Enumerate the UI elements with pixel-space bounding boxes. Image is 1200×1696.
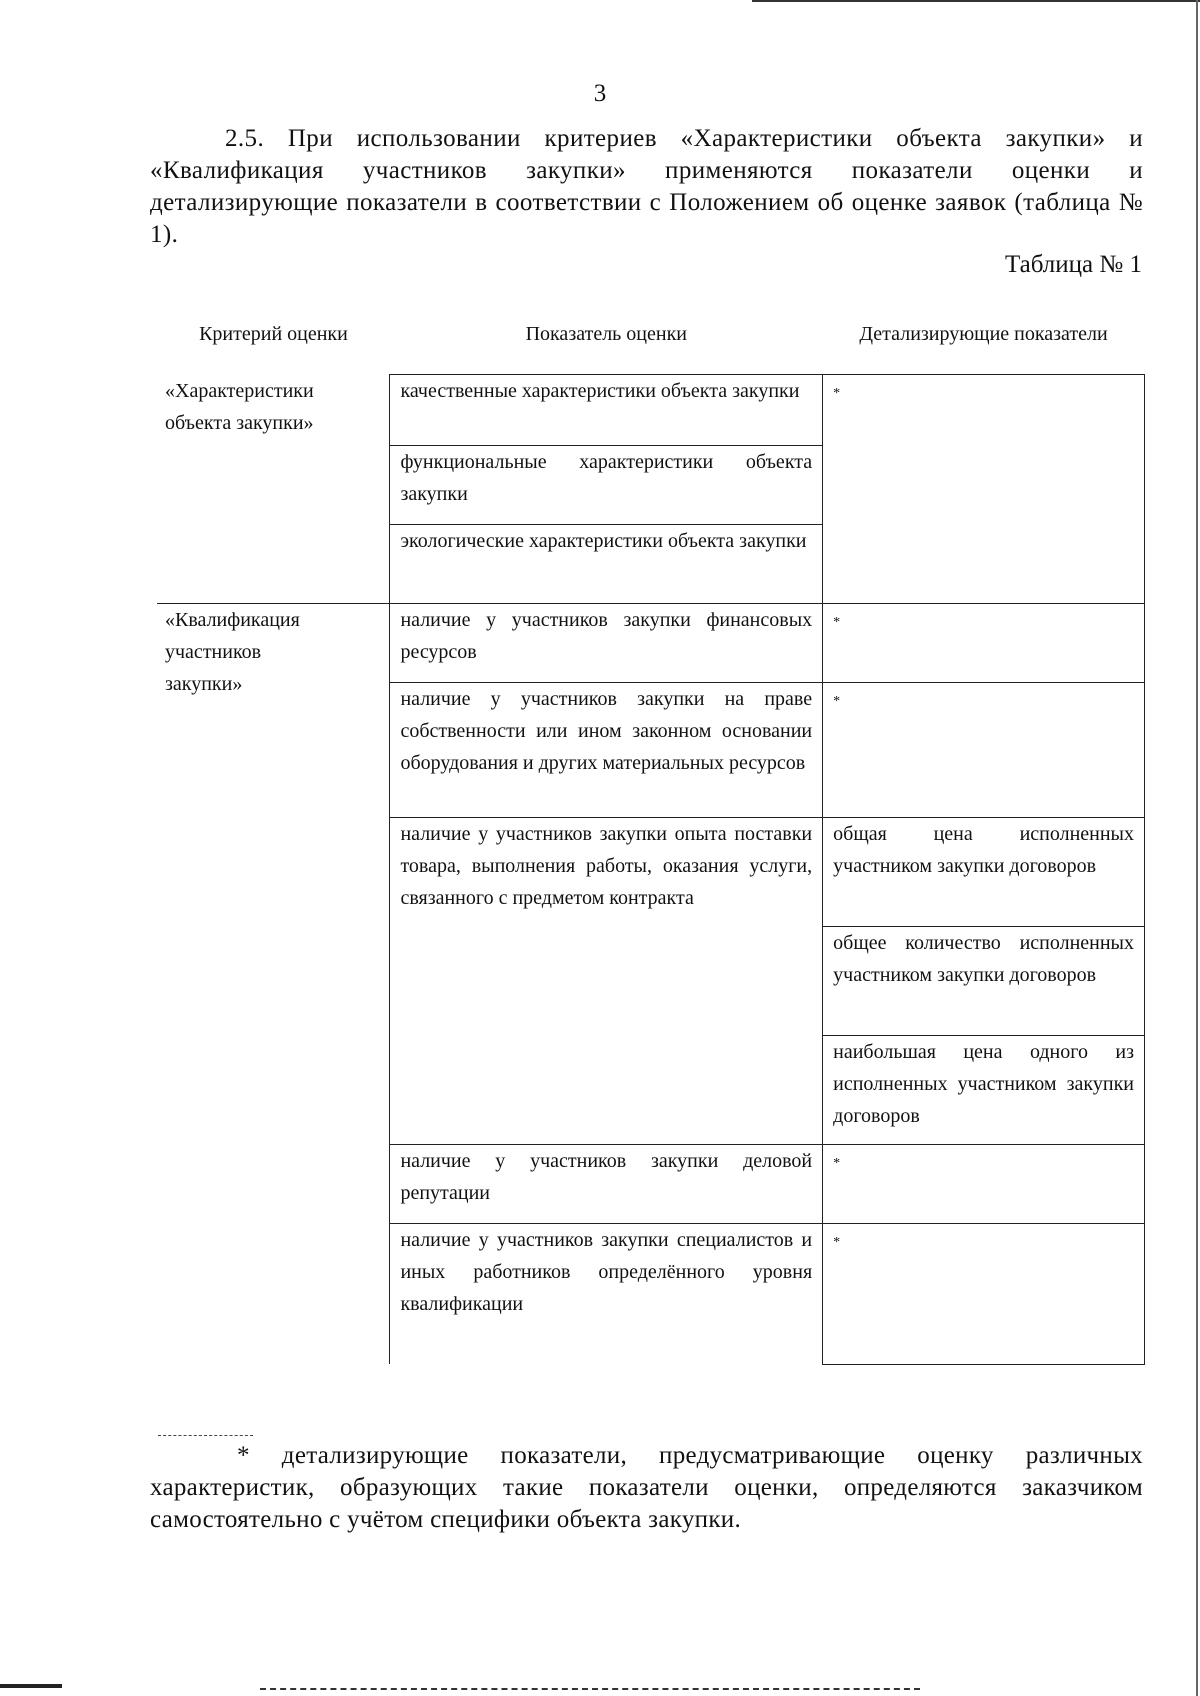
details-cell xyxy=(823,1224,1145,1365)
details-text: наибольшая цена одного из исполненных участником закупки договоров xyxy=(833,1041,1134,1127)
details-text: общее количество исполненных участником закупки договоров xyxy=(833,932,1134,986)
indicator-text: качественные характеристики объекта закупки xyxy=(400,380,800,402)
table-caption: Таблица № 1 xyxy=(1004,251,1142,278)
body-paragraph: 2.5. При использовании критериев «Характеристики объекта закупки» и «Квалификация участников закупки» применяются показатели оценки и детализирующие показатели в соответствии с Положением об оценке заявок (таблица № 1). xyxy=(150,125,1143,248)
scan-corner-mark xyxy=(0,1684,62,1688)
table-row xyxy=(157,375,1145,446)
criterion-label: «Характеристики объекта закупки» xyxy=(165,379,314,434)
details-asterisk: * xyxy=(833,694,841,709)
indicator-text: наличие у участников закупки на праве собственности или ином законном основании оборудования и других материальных ресурсов xyxy=(400,688,813,774)
indicator-text: наличие у участников закупки опыта поставки товара, выполнения работы, оказания услуги, связанного с предметом контракта xyxy=(400,823,813,909)
header-details: Детализирующие показатели xyxy=(823,312,1145,375)
indicator-text: экологические характеристики объекта закупки xyxy=(400,530,807,552)
indicator-text: наличие у участников закупки финансовых ресурсов xyxy=(400,609,813,663)
details-asterisk: * xyxy=(833,1156,841,1171)
criterion-label: «Квалификация участников закупки» xyxy=(165,609,300,695)
header-criterion: Критерий оценки xyxy=(199,323,348,345)
details-asterisk: * xyxy=(833,386,841,401)
indicator-text: наличие у участников закупки деловой репутации xyxy=(400,1150,813,1204)
details-asterisk: * xyxy=(833,1235,841,1250)
details-asterisk: * xyxy=(833,615,841,630)
indicator-cell xyxy=(390,446,823,525)
page-number: 3 xyxy=(593,80,607,107)
header-indicator: Показатель оценки xyxy=(390,312,823,375)
indicator-cell xyxy=(390,525,823,604)
indicator-cell xyxy=(390,1224,823,1365)
details-cell xyxy=(823,818,1145,927)
details-cell xyxy=(823,375,1145,604)
indicator-text: функциональные характеристики объекта закупки xyxy=(400,451,813,505)
details-cell xyxy=(823,604,1145,683)
criteria-table xyxy=(157,312,1145,1365)
details-cell xyxy=(823,683,1145,818)
indicator-cell xyxy=(390,604,823,683)
details-cell xyxy=(823,1145,1145,1224)
scan-edge-bottom xyxy=(260,1688,920,1690)
criterion-cell xyxy=(157,604,390,1365)
indicator-text: наличие у участников закупки специалистов и иных работников определённого уровня квалификации xyxy=(400,1229,813,1315)
details-cell xyxy=(823,927,1145,1036)
footnote: * детализирующие показатели, предусматривающие оценку различных характеристик, образующих такие показатели оценки, определяются заказчиком самостоятельно с учётом специфики объекта закупки. xyxy=(150,1442,1143,1533)
details-text: общая цена исполненных участником закупки договоров xyxy=(833,823,1134,877)
table-header-row xyxy=(157,312,1145,375)
footnote-separator xyxy=(158,1435,253,1436)
table-row xyxy=(157,604,1145,683)
indicator-cell xyxy=(390,818,823,1145)
scan-edge-top xyxy=(752,0,1200,2)
scan-edge-right xyxy=(1196,0,1198,1696)
indicator-cell xyxy=(390,683,823,818)
details-cell xyxy=(823,1036,1145,1145)
indicator-cell xyxy=(390,375,823,446)
indicator-cell xyxy=(390,1145,823,1224)
criterion-cell xyxy=(157,375,390,604)
